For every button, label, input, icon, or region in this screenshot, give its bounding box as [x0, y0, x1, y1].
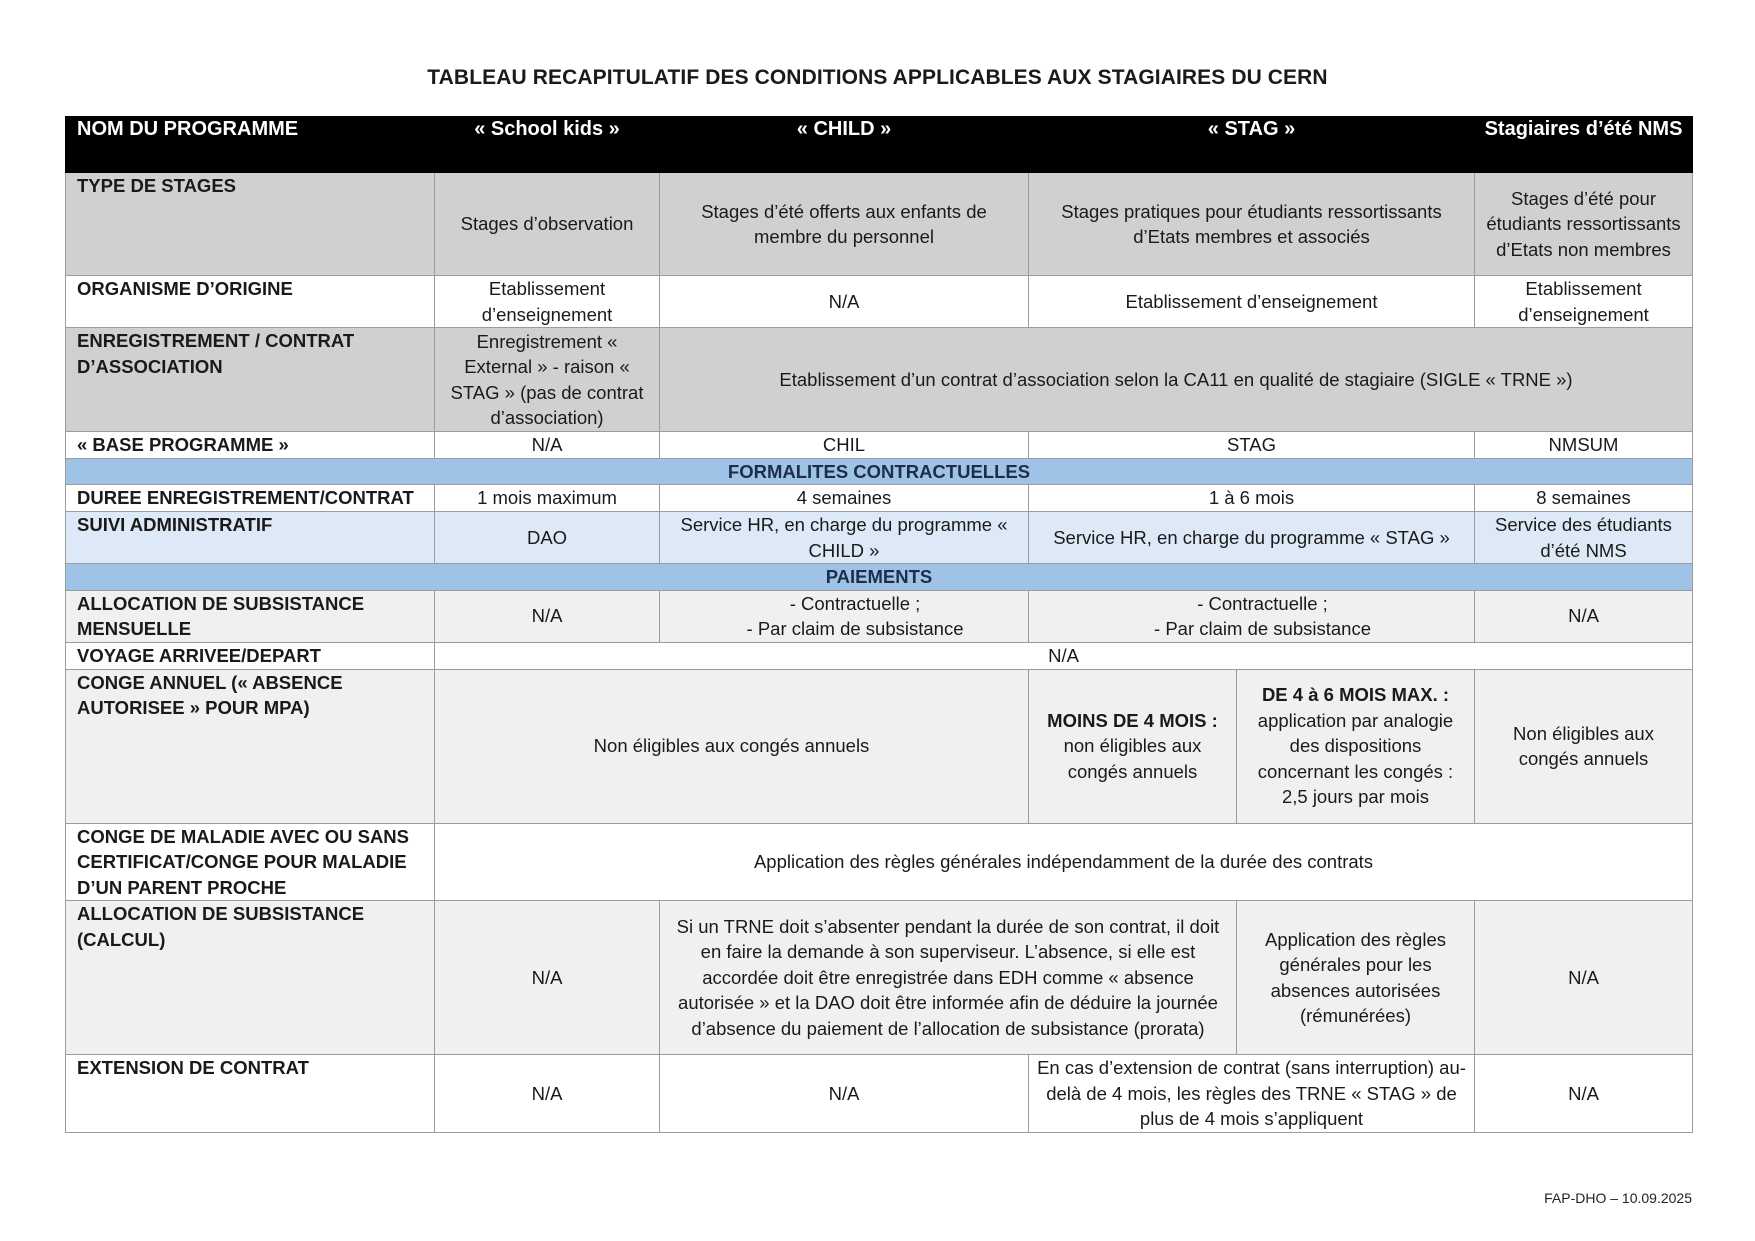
cell-stag-long-text: application par analogie des dispositions concernant les congés : 2,5 jours par mois	[1257, 709, 1454, 808]
cell-school-kids: DAO	[435, 512, 660, 564]
row-type-stages	[66, 173, 1693, 276]
row-label: CONGE ANNUEL (« ABSENCE AUTORISEE » POUR MPA)	[66, 669, 435, 823]
list-item: - Par claim de subsistance	[1154, 618, 1371, 639]
cell-school-kids: N/A	[435, 901, 660, 1055]
header-stag: « STAG »	[1029, 117, 1475, 173]
list-item: - Contractuelle ;	[789, 592, 921, 614]
cell-stag: Etablissement d’enseignement	[1029, 276, 1475, 328]
row-conge-annuel	[66, 669, 1693, 823]
row-duree	[66, 485, 1693, 512]
row-label: EXTENSION DE CONTRAT	[66, 1055, 435, 1133]
cell-stag-short-heading: MOINS DE 4 MOIS :	[1047, 709, 1218, 731]
row-enregistrement	[66, 328, 1693, 432]
cell-nms: Service des étudiants d’été NMS	[1475, 512, 1693, 564]
header-school-kids: « School kids »	[435, 117, 660, 173]
cell-nms: Stages d’été pour étudiants ressortissants d’Etats non membres	[1475, 173, 1693, 276]
row-allocation-mensuelle	[66, 590, 1693, 642]
cell-stag-short-text: non éligibles aux congés annuels	[1063, 735, 1202, 782]
row-extension	[66, 1055, 1693, 1133]
cell-nms: N/A	[1475, 590, 1693, 642]
cell-school-kids: N/A	[435, 1055, 660, 1133]
cell-stag-long	[1237, 669, 1475, 823]
cell-school-kids: Etablissement d’enseignement	[435, 276, 660, 328]
row-label: TYPE DE STAGES	[66, 173, 435, 276]
row-label: « BASE PROGRAMME »	[66, 432, 435, 459]
row-label: ENREGISTREMENT / CONTRAT D’ASSOCIATION	[66, 328, 435, 432]
cell-stag-short	[1029, 669, 1237, 823]
row-allocation-calcul	[66, 901, 1693, 1055]
footer-reference: FAP-DHO – 10.09.2025	[1544, 1190, 1692, 1206]
list-item: - Contractuelle ;	[1197, 592, 1328, 614]
cell-child: N/A	[660, 1055, 1029, 1133]
cell-child: Stages d’été offerts aux enfants de membre du personnel	[660, 173, 1029, 276]
row-label: CONGE DE MALADIE AVEC OU SANS CERTIFICAT/CONGE POUR MALADIE D’UN PARENT PROCHE	[66, 823, 435, 901]
row-label: SUIVI ADMINISTRATIF	[66, 512, 435, 564]
cell-child-list	[660, 590, 1029, 642]
cell-stag: STAG	[1029, 432, 1475, 459]
row-label: DUREE ENREGISTREMENT/CONTRAT	[66, 485, 435, 512]
list-item: - Par claim de subsistance	[746, 618, 964, 639]
cell-school-child: Non éligibles aux congés annuels	[435, 669, 1029, 823]
cell-stag-long: Application des règles générales pour les absences autorisées (rémunérées)	[1237, 901, 1475, 1055]
cell-stag: En cas d’extension de contrat (sans interruption) au-delà de 4 mois, les règles des TRNE « STAG » de plus de 4 mois s’appliquent	[1029, 1055, 1475, 1133]
cell-school-kids: Enregistrement « External » - raison « STAG » (pas de contrat d’association)	[435, 328, 660, 432]
row-suivi	[66, 512, 1693, 564]
cell-child: 4 semaines	[660, 485, 1029, 512]
row-label: ORGANISME D’ORIGINE	[66, 276, 435, 328]
row-voyage	[66, 642, 1693, 669]
cell-all: Application des règles générales indépendamment de la durée des contrats	[435, 823, 1693, 901]
section-paiements	[66, 564, 1693, 591]
header-label: NOM DU PROGRAMME	[66, 117, 435, 173]
cell-nms: N/A	[1475, 901, 1693, 1055]
section-formalites	[66, 458, 1693, 485]
header-child: « CHILD »	[660, 117, 1029, 173]
row-label: ALLOCATION DE SUBSISTANCE (CALCUL)	[66, 901, 435, 1055]
section-heading: FORMALITES CONTRACTUELLES	[66, 458, 1693, 485]
header-row	[66, 117, 1693, 173]
cell-nms: Etablissement d’enseignement	[1475, 276, 1693, 328]
header-nms: Stagiaires d’été NMS	[1475, 117, 1693, 173]
row-base-programme	[66, 432, 1693, 459]
cell-child-stag-short: Si un TRNE doit s’absenter pendant la durée de son contrat, il doit en faire la demande à son superviseur. L’absence, si elle est accordée doit être enregistrée dans EDH comme « absence autorisée » et la DAO doit être informée afin de déduire la journée d’absence du paiement de l’allocation de subsistance (prorata)	[660, 901, 1237, 1055]
cell-child: N/A	[660, 276, 1029, 328]
cell-child: CHIL	[660, 432, 1029, 459]
cell-child: Service HR, en charge du programme « CHILD »	[660, 512, 1029, 564]
cell-school-kids: N/A	[435, 432, 660, 459]
cell-all: N/A	[435, 642, 1693, 669]
cell-stag-long-heading: DE 4 à 6 MOIS MAX. :	[1261, 684, 1450, 706]
cell-school-kids: 1 mois maximum	[435, 485, 660, 512]
cell-stag: Service HR, en charge du programme « STAG »	[1029, 512, 1475, 564]
cell-stag: Stages pratiques pour étudiants ressortissants d’Etats membres et associés	[1029, 173, 1475, 276]
row-label: ALLOCATION DE SUBSISTANCE MENSUELLE	[66, 590, 435, 642]
cell-stag-list	[1029, 590, 1475, 642]
summary-table	[65, 116, 1693, 1133]
cell-nms: 8 semaines	[1475, 485, 1693, 512]
row-organisme	[66, 276, 1693, 328]
cell-school-kids: Stages d’observation	[435, 173, 660, 276]
page-title: TABLEAU RECAPITULATIF DES CONDITIONS APPLICABLES AUX STAGIAIRES DU CERN	[427, 66, 1328, 89]
cell-nms: NMSUM	[1475, 432, 1693, 459]
cell-stag: 1 à 6 mois	[1029, 485, 1475, 512]
cell-nms: Non éligibles aux congés annuels	[1475, 669, 1693, 823]
cell-others: Etablissement d’un contrat d’association selon la CA11 en qualité de stagiaire (SIGLE « TRNE »)	[660, 328, 1693, 432]
row-conge-maladie	[66, 823, 1693, 901]
row-label: VOYAGE ARRIVEE/DEPART	[66, 642, 435, 669]
section-heading: PAIEMENTS	[66, 564, 1693, 591]
cell-school-kids: N/A	[435, 590, 660, 642]
cell-nms: N/A	[1475, 1055, 1693, 1133]
